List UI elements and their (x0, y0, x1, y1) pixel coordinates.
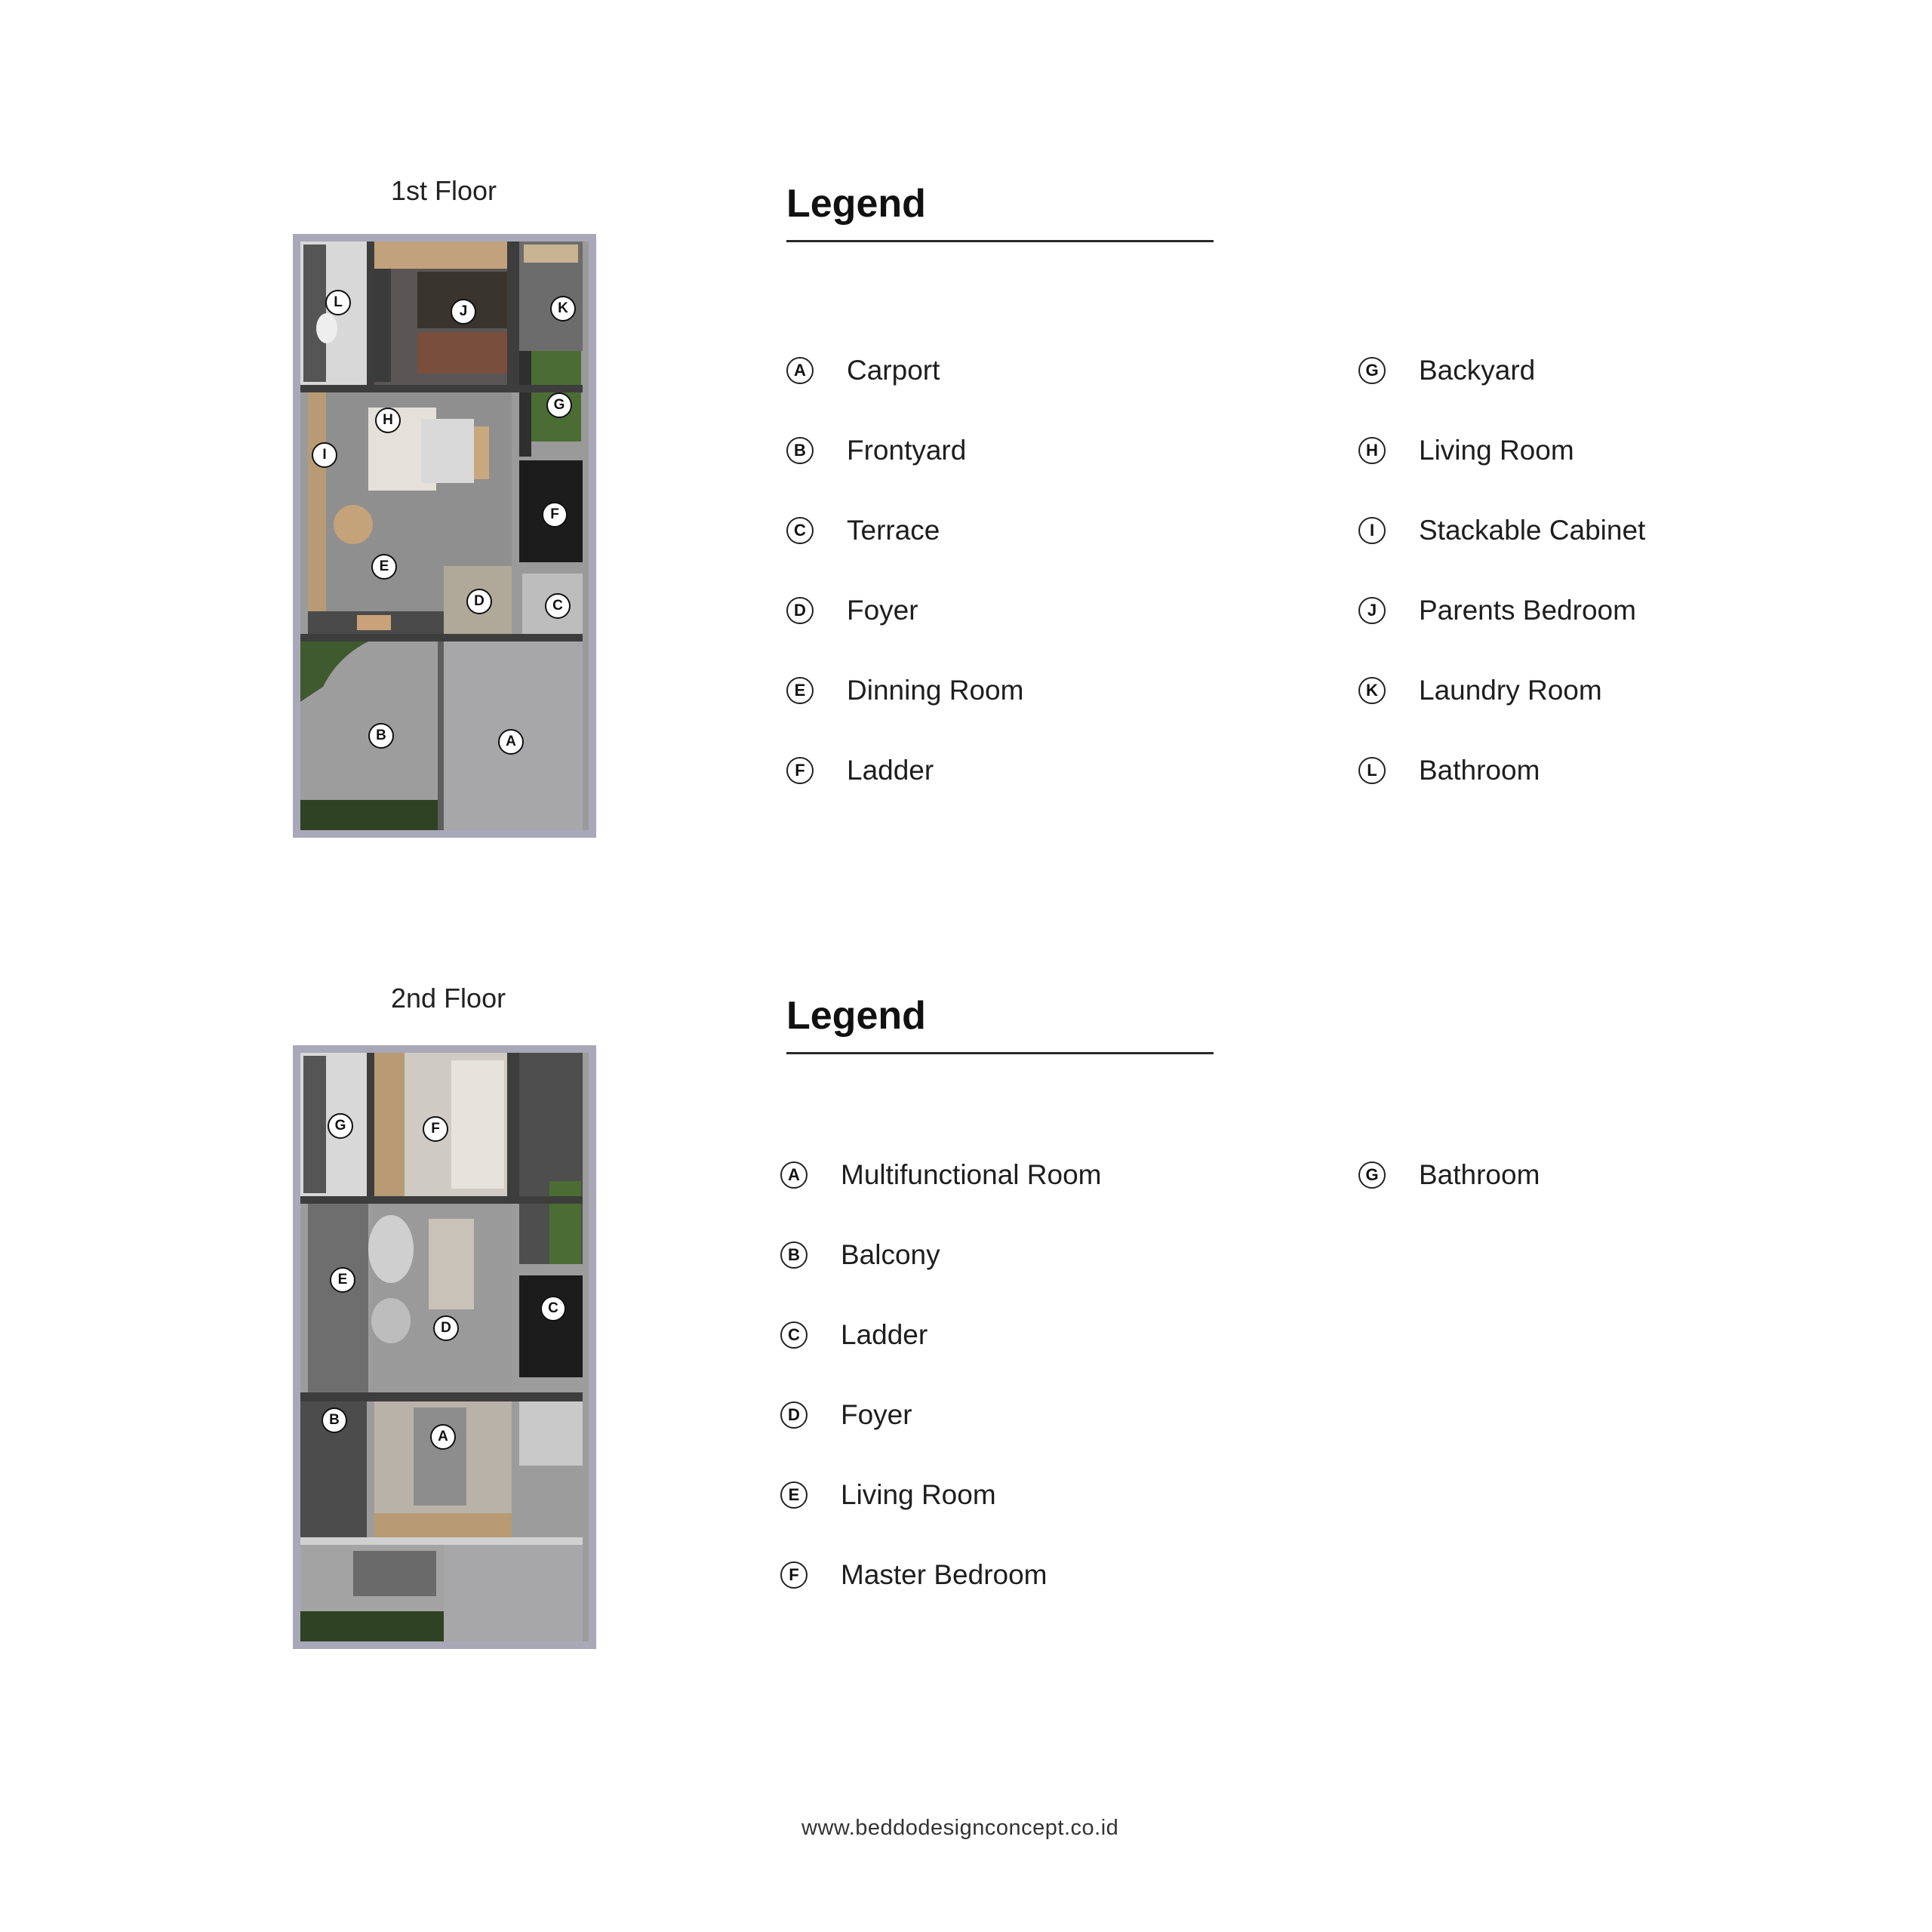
marker-g: G (1358, 357, 1386, 384)
legend-label: Stackable Cabinet (1419, 515, 1646, 546)
legend-label: Bathroom (1419, 1159, 1540, 1190)
marker-h: H (1358, 437, 1386, 464)
floor-1-pin-c: C (545, 593, 571, 619)
marker-i: I (1358, 517, 1386, 544)
floor-1-pin-f: F (542, 502, 568, 528)
floor-1-plan-image (293, 234, 596, 838)
marker-f: F (786, 757, 814, 784)
floor-1-legend-item-i (1358, 515, 1645, 546)
legend-label: Ladder (841, 1319, 928, 1350)
floor-1-pin-e: E (371, 554, 397, 580)
floor-1-legend-title: Legend (786, 182, 926, 226)
floor-1-pin-g: G (546, 392, 572, 418)
floor-1-pin-b: B (368, 723, 394, 749)
legend-label: Multifunctional Room (841, 1159, 1102, 1190)
legend-label: Terrace (847, 515, 940, 546)
floor-1-legend-rule (786, 240, 1214, 242)
floor-1-legend-item-a (786, 355, 940, 386)
marker-b: B (786, 437, 814, 464)
floor-1-pin-k: K (550, 296, 576, 321)
legend-label: Master Bedroom (841, 1559, 1048, 1590)
legend-label: Ladder (847, 755, 934, 786)
floor-2-legend-item-e (780, 1479, 996, 1511)
floor-2-pin-a: A (430, 1424, 456, 1450)
floor-2-pin-b: B (321, 1407, 347, 1433)
marker-a: A (786, 357, 814, 384)
legend-label: Foyer (841, 1399, 912, 1430)
floor-1-legend-item-g (1358, 355, 1535, 386)
floor-2-pin-g: G (328, 1113, 353, 1139)
marker-k: K (1358, 677, 1386, 704)
floor-1-pin-d: D (466, 589, 492, 614)
marker-b: B (780, 1241, 808, 1269)
floor-1-legend-item-e (786, 675, 1023, 706)
marker-a: A (780, 1161, 808, 1189)
floor-2-legend-item-a (780, 1159, 1101, 1191)
floor-2-legend-title: Legend (786, 994, 926, 1038)
legend-label: Living Room (1419, 435, 1574, 466)
marker-g: G (1358, 1161, 1386, 1189)
floor-1-pin-l: L (325, 290, 351, 315)
legend-label: Dinning Room (847, 675, 1024, 706)
floor-1-legend-item-j (1358, 595, 1636, 626)
floor-2-legend-item-c (780, 1319, 928, 1351)
floor-2-plan (293, 1045, 596, 1649)
legend-label: Balcony (841, 1239, 940, 1270)
floor-1-legend-item-b (786, 435, 966, 466)
marker-e: E (786, 677, 814, 704)
floor-2-legend-item-f (780, 1559, 1048, 1591)
floor-2-legend-item-g (1358, 1159, 1540, 1191)
legend-label: Frontyard (847, 435, 967, 466)
floor-1-plan (293, 234, 596, 838)
website-footer: www.beddodesignconcept.co.id (801, 1816, 1119, 1840)
marker-d: D (780, 1401, 808, 1429)
floor-1-legend-item-l (1358, 755, 1540, 786)
floor-1-title: 1st Floor (391, 175, 497, 206)
floor-2-legend-rule (786, 1052, 1214, 1054)
legend-label: Laundry Room (1419, 675, 1602, 706)
floor-2-pin-d: D (433, 1315, 459, 1341)
floor-2-legend-item-b (780, 1239, 940, 1271)
legend-label: Foyer (847, 595, 918, 626)
marker-c: C (786, 517, 814, 544)
floor-1-pin-i: I (312, 442, 337, 468)
floor-1-legend-item-c (786, 515, 940, 546)
floor-1-legend-item-h (1358, 435, 1574, 466)
floor-1-pin-j: J (451, 299, 476, 325)
floor-2-pin-f: F (423, 1116, 448, 1142)
legend-label: Bathroom (1419, 755, 1540, 786)
floor-2-pin-e: E (330, 1267, 355, 1293)
marker-d: D (786, 597, 814, 624)
legend-label: Parents Bedroom (1419, 595, 1636, 626)
floor-1-legend-item-f (786, 755, 934, 786)
marker-c: C (780, 1321, 808, 1349)
floor-2-title: 2nd Floor (391, 983, 506, 1014)
floor-2-pin-c: C (540, 1296, 566, 1321)
floor-1-legend-item-k (1358, 675, 1602, 706)
floor-2-legend-item-d (780, 1399, 912, 1431)
floor-1-legend-item-d (786, 595, 918, 626)
marker-e: E (780, 1481, 808, 1509)
marker-f: F (780, 1561, 808, 1589)
legend-label: Living Room (841, 1479, 996, 1510)
floor-1-pin-h: H (375, 408, 401, 433)
floor-1-pin-a: A (498, 729, 524, 755)
legend-label: Backyard (1419, 355, 1536, 386)
legend-label: Carport (847, 355, 940, 386)
marker-l: L (1358, 757, 1386, 784)
marker-j: J (1358, 597, 1386, 624)
